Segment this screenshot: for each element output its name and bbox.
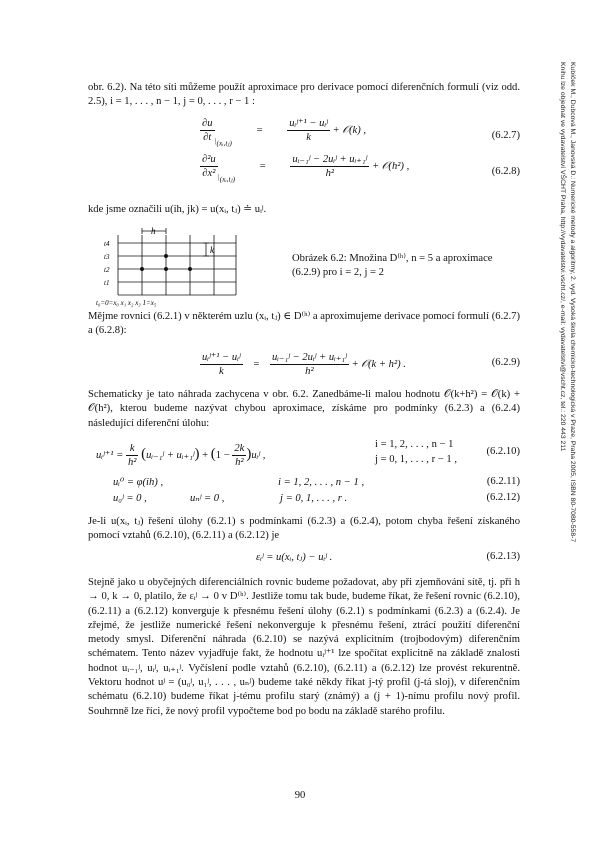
eq-6-2-8-tail: + 𝒪(h²) , [371,160,410,172]
eq-number-6-2-8: (6.2.8) [491,166,520,177]
eq-number-6-2-12: (6.2.12) [486,492,520,503]
paragraph-4: Schematicky je tato náhrada zachycena v obr. 6.2. Zanedbáme-li malou hodnotu 𝒪(k+h²) = 𝒪(k) + 𝒪(h²), kterou budeme nazývat chybou aproximace, získáme pro podmínky (6.2.3) a (6.2.4) následující diferenční úlohu: [88,389,520,429]
eq-6-2-11-lhs: uᵢ⁰ = φ(ih) , [113,477,164,488]
t-label-2: t2 [104,266,110,274]
grid-node [164,267,168,271]
eq-number-6-2-13: (6.2.13) [486,551,520,562]
eq-number-6-2-10: (6.2.10) [486,446,520,457]
eq-number-6-2-9: (6.2.9) [491,357,520,368]
side-margin-text [559,62,598,622]
page-number: 90 [294,790,306,801]
eq-6-2-12-cond: j = 0, 1, . . . , r . [280,493,348,504]
paragraph-2: kde jsme označili u(ih, jk) = u(xᵢ, tⱼ) ≐ uᵢʲ. [88,204,267,215]
paragraph-5: Je-li u(xᵢ, tⱼ) řešení úlohy (6.2.1) s podmínkami (6.2.3) a (6.2.4), potom chyba řešení získaného pomocí vztahů (6.2.10), (6.2.11) a (6.2.12) je [88,516,520,542]
h-label: h [151,226,156,236]
side-text-line2: Knihu lze objednat ve vydavatelství VŠCHT Praha, http://vydavatelstvi.vscht.cz/, e-mail: vydavatelstvi@vscht.cz, tel.: 220 443 211 [559,62,566,452]
equation-6-2-13: εᵢʲ = u(xᵢ, tⱼ) − uᵢʲ . [256,552,333,563]
grid-node [164,254,168,258]
grid-node [188,267,192,271]
equation-6-2-8: $\frac{\text{∂²u}}{\text{∂x²}}$ $_{|_{(xᵢ,tⱼ)}}$ = $\frac{\text{uᵢ₋₁ʲ − 2uᵢʲ + uᵢ₊₁ʲ}}{\text{h²}}$ + 𝒪(h²) , [202,154,410,184]
grid-node [140,267,144,271]
t-label-3: t3 [104,253,110,261]
eq-6-2-10-cond1: i = 1, 2, . . . , n − 1 [375,439,454,450]
paragraph-3: Mějme rovnici (6.2.1) v některém uzlu (xᵢ, tⱼ) ∈ D⁽ʰ⁾ a aproximujeme derivace pomocí formulí (6.2.7) a (6.2.8): [88,311,520,337]
eq-number-6-2-7: (6.2.7) [491,130,520,141]
figure-caption: Obrázek 6.2: Množina D⁽ʰ⁾, n = 5 a aproximace (6.2.9) pro i = 2, j = 2 [292,253,493,278]
side-text-line1: Kubíček M., Dubcová M., Janovská D.: Numerické metody a algoritmy, 2. vyd. Vysoká škola chemicko-technologická v Praze, Praha 2005, ISBN 80-7080-558-7 [569,62,576,543]
equation-6-2-7: $\frac{\partial u}{\partial t}$ $_{|_{(xᵢ,tⱼ)}}$ = $\frac{\text{uᵢʲ⁺¹ − uᵢʲ}}{k}$ + 𝒪(k) , [202,118,367,148]
eq-6-2-10-cond2: j = 0, 1, . . . , r − 1 , [375,454,457,465]
equation-6-2-9: $\frac{\text{uᵢʲ⁺¹ − uᵢʲ}}{k}$ = $\frac{\text{uᵢ₋₁ʲ − 2uᵢʲ + uᵢ₊₁ʲ}}{\text{h²}}$ + 𝒪(k + h²) . [202,352,406,377]
eq-6-2-9-tail: + 𝒪(k + h²) . [351,358,406,370]
k-label: k [210,245,214,255]
eq-6-2-11-cond: i = 1, 2, . . . , n − 1 , [278,477,365,488]
eq-6-2-12-a: u₀ʲ = 0 , [113,493,147,504]
eq-6-2-12-b: uₙʲ = 0 , [190,493,225,504]
eq-number-6-2-11: (6.2.11) [486,476,520,487]
t-label-4: t4 [104,240,110,248]
paragraph-6: Stejně jako u obyčejných diferenciálních rovnic budeme požadovat, aby při zjemňování sítě, tj. při h → 0, k → 0, platilo, že εᵢʲ → 0 v D⁽ʰ⁾. Jestliže tomu tak bude, budeme říkat, že řešení rovnic (6.2.10), (6.2.11) a (6.2.12) konverguje k přesnému řešení úlohy (6.2.1) s podmínkami (6.2.3) a (6.2.4). Je zřejmé, že jestliže numerické řešení nekonverguje k přesnému řešení, ztrácí použití diferenční metody smysl. Diferenční náhrada (6.2.10) se nazývá explicitním (trojbodovým) diferenčním schématem. Tento název vyjadřuje fakt, že hodnotu uᵢʲ⁺¹ lze spočítat explicitně na základě znalosti hodnot uᵢ₋₁ʲ, uᵢʲ, uᵢ₊₁ʲ. Vyčíslení podle vztahů (6.2.10), (6.2.11) a (6.2.12) lze provést rekurentně. Vektoru hodnot uʲ = (u₀ʲ, u₁ʲ, . . . , uₙʲ) budeme také někdy říkat j-tý profil (j-tá sloj), v diferenčním schématu (6.2.10) budeme říkat j-tému profilu starý (známý) a (j + 1)-nímu profilu nový profil. Souhrnně lze říci, že nový profil vypočteme bod po bodu na základě starého profilu. [88,577,520,717]
eq-6-2-7-tail: + 𝒪(k) , [332,124,367,136]
paragraph-1: obr. 6.2). Na této síti můžeme použít aproximace pro derivace pomocí diferenčních formulí (viz odd. 2.5), i = 1, . . . , n − 1, j = 0, . . . , r − 1 : [88,82,520,108]
grid-figure [96,225,246,307]
equation-6-2-10: uᵢʲ⁺¹ = $\frac{k}{\text{h²}}$ (uᵢ₋₁ʲ + uᵢ₊₁ʲ) + (1 − $\frac{2k}{\text{h²}}$ )uᵢʲ , [96,443,266,468]
x-axis-labels: t₀=0=x₀ x₁ x₂ x₃ 1=x₅ [96,299,157,307]
t-label-1: t1 [104,279,110,287]
